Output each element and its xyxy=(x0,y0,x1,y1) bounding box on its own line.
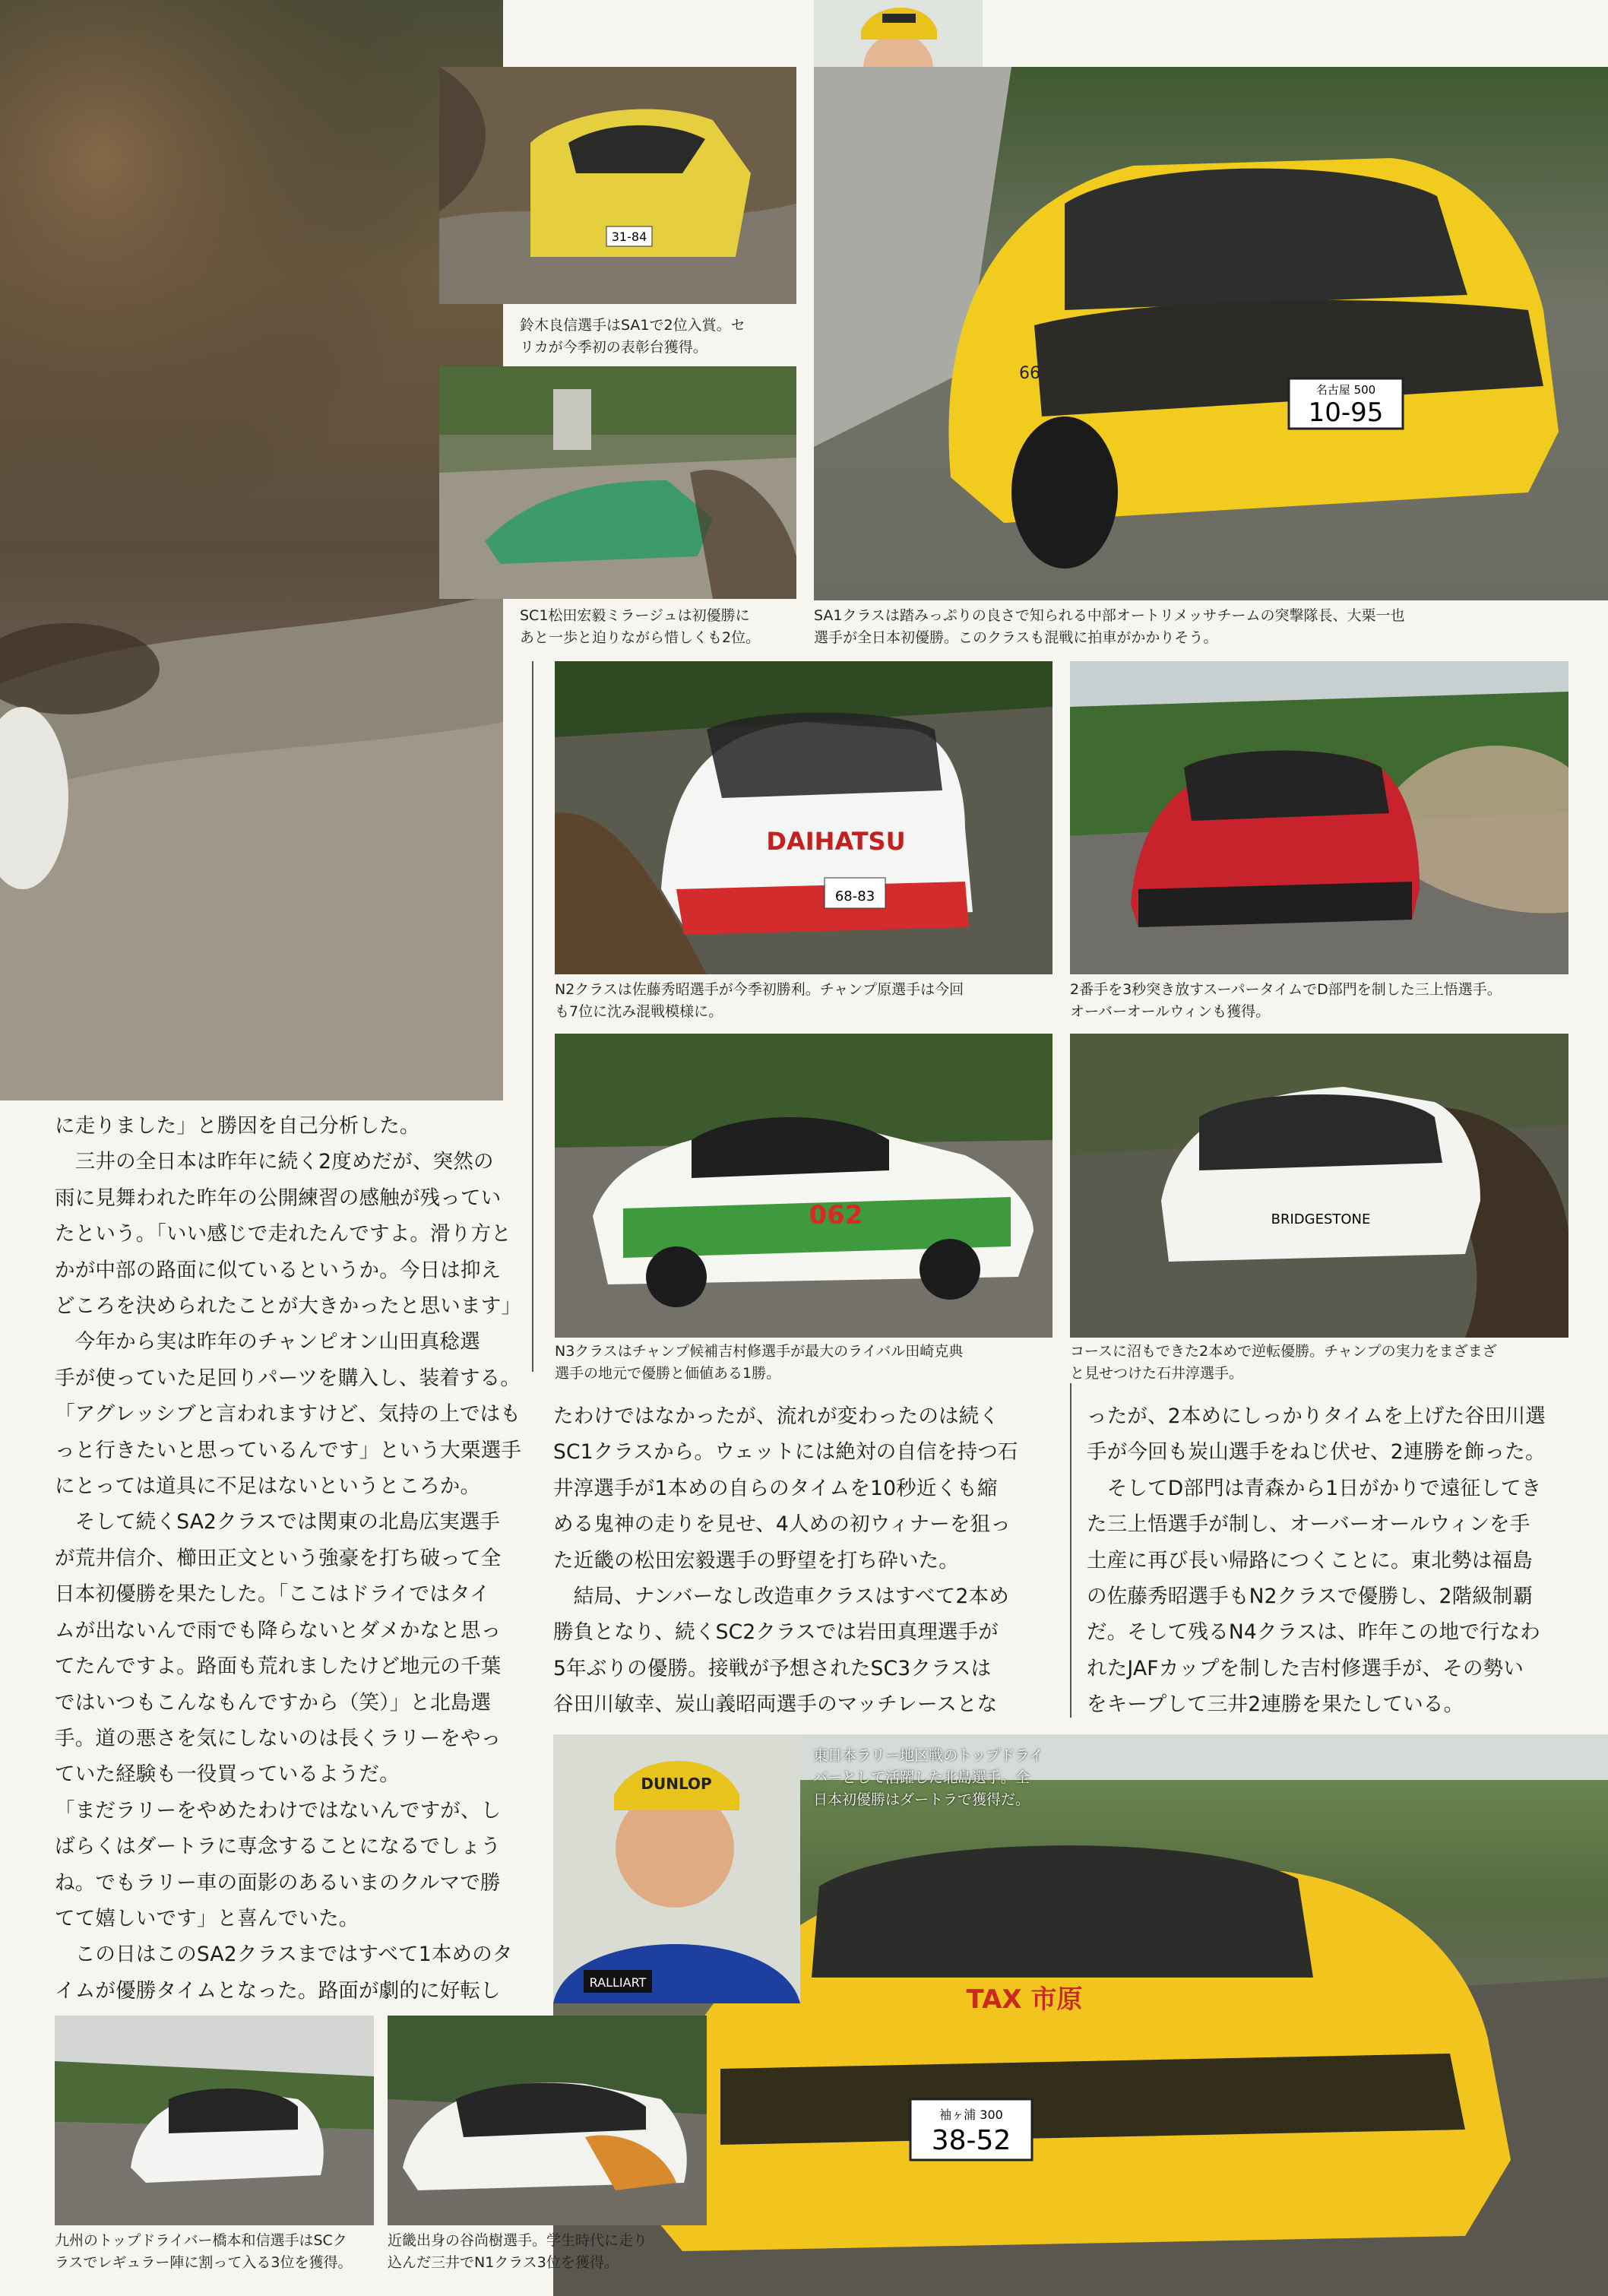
text-column-right: ったが、2本めにしっかりタイムを上げた谷田川選 手が今回も炭山選手をねじ伏せ、2連勝を飾った。 そしてD部門は青森から1日がかりで遠征してき た三上悟選手が制し、オーバーオールウィンを手 土産に再び長い帰路につくことに。東北勢は福島 の佐藤秀昭選手もN2クラスで優勝し、2階級制覇 だ。そして残るN4クラスは、昨年この地で行なわ れたJAFカップを制した吉村修選手が、その勢い をキープして三井2連勝を果たしている。 xyxy=(1087,1405,1546,1717)
photo-kitajima-portrait xyxy=(553,1734,800,2003)
daihatsu-brand: DAIHATSU xyxy=(766,827,906,856)
text-column-middle: たわけではなかったが、流れが変わったのは続く SC1クラスから。ウェットには絶対の自信を持つ石 井淳選手が1本めの自らのタイムを10秒近くも縮 める鬼神の走りを見せ、4人めの初ウィナーを狙っ た近畿の松田宏毅選手の野望を打ち砕いた。 結局、ナンバーなし改造車クラスはすべて2本め 勝負となり、続くSC2クラスでは岩田真理選手が 5年ぶりの優勝。接戦が予想されたSC3クラスは 谷田川敏幸、炭山義昭両選手のマッチレースとな xyxy=(553,1405,1018,1717)
photo-hashimoto xyxy=(55,2016,374,2225)
divider-line-right xyxy=(1070,1383,1071,1718)
daihatsu-plate: 68-83 xyxy=(834,888,875,904)
caption-n3: N3クラスはチャンプ候補吉村修選手が最大のライバル田崎克典 選手の地元で優勝と価値ある1勝。 xyxy=(555,1343,964,1382)
photo-civic xyxy=(814,67,1608,600)
photo-lancer-red xyxy=(1070,661,1568,974)
caption-hashimoto: 九州のトップドライバー橋本和信選手はSCク ラスでレギュラー陣に割って入る3位を獲得。 xyxy=(55,2232,353,2271)
photo-big-mud-splash xyxy=(0,0,503,1100)
suit-sponsor: RALLIART xyxy=(589,1975,647,1990)
civic-plate-top: 名古屋 500 xyxy=(1315,383,1376,397)
photo-integra xyxy=(1070,1034,1568,1338)
lancer-yellow-sponsor: TAX 市原 xyxy=(966,1984,1083,2015)
n3-number: 062 xyxy=(809,1200,863,1230)
caption-tani: 近畿出身の谷尚樹選手。学生時代に走り 込んだ三井でN1クラス3位を獲得。 xyxy=(388,2232,648,2271)
caption-kitajima: 東日本ラリー地区戦のトップドライ バーとして活躍した北島選手。全 日本初優勝はダートラで獲得だ。 xyxy=(813,1747,1043,1808)
divider-line-left xyxy=(532,661,533,1372)
caption-course: コースに沼もできた2本めで逆転優勝。チャンプの実力をまざまざ と見せつけた石井淳選手。 xyxy=(1070,1343,1497,1382)
caption-n2: N2クラスは佐藤秀昭選手が今季初勝利。チャンプ原選手は今回 も7位に沈み混戦模様に。 xyxy=(555,981,964,1020)
photo-celica xyxy=(439,67,796,304)
text-column-left: に走りました」と勝因を自己分析した。 三井の全日本は昨年に続く2度めだが、突然の 雨に見舞われた昨年の公開練習の感触が残ってい たという。「いい感じで走れたんですよ。滑り方と かが中部の路面に似ているというか。今日は抑え どころを決められたことが大きかったと思います」 今年から実は昨年のチャンピオン山田真稔選 手が使っていた足回りパーツを購入し、装着する。 「アグレッシブと言われますけど、気持の上ではも っと行きたいと思っているんです」という大栗選手 にとっては道具に不足はないというところか。 そして続くSA2クラスでは関東の北島広実選手 が荒井信介、櫛田正文という強豪を打ち破って全 日本初優勝を果たした。「ここはドライではタイ ムが出ないんで雨でも降らないとダメかなと思っ てたんですよ。路面も荒れましたけど地元の千葉 ではいつもこんなもんですから（笑）」と北島選 手。道の悪さを気にしないのは長くラリーをやっ ていた経験も一役買っているようだ。 「まだラリーをやめたわけではないんですが、し ばらくはダートラに専念することになるでしょう ね。でもラリー車の面影のあるいまのクルマで勝 てて嬉しいです」と喜んでいた。 この日はこのSA2クラスまではすべて1本めのタ イムが優勝タイムとなった。路面が劇的に好転し xyxy=(55,1114,522,2003)
lancer-yellow-plate-top: 袖ヶ浦 300 xyxy=(939,2108,1003,2122)
photo-lancer-n3 xyxy=(555,1034,1052,1338)
photo-daihatsu xyxy=(555,661,1052,974)
celica-plate: 31-84 xyxy=(611,230,647,244)
caption-sa1: SA1クラスは踏みっぷりの良さで知られる中部オートリメッサチームの突撃隊長、大栗一也 選手が全日本初優勝。このクラスも混戦に拍車がかかりそう。 xyxy=(814,607,1405,646)
caption-d: 2番手を3秒突き放すスーパータイムでD部門を制した三上悟選手。 オーバーオールウィンも獲得。 xyxy=(1070,981,1502,1020)
cap-sponsor: DUNLOP xyxy=(641,1775,712,1793)
svg-text:66: 66 xyxy=(1019,364,1040,383)
lancer-yellow-plate-number: 38-52 xyxy=(931,2125,1011,2156)
integra-sponsor: BRIDGESTONE xyxy=(1271,1211,1371,1227)
caption-matsuda: SC1松田宏毅ミラージュは初優勝に あと一歩と迫りながら惜しくも2位。 xyxy=(520,607,761,646)
caption-suzuki: 鈴木良信選手はSA1で2位入賞。セ リカが今季初の表彰台獲得。 xyxy=(520,317,745,356)
photo-mirage xyxy=(439,366,796,599)
civic-plate-number: 10-95 xyxy=(1308,397,1384,428)
photo-tani xyxy=(388,2016,707,2225)
